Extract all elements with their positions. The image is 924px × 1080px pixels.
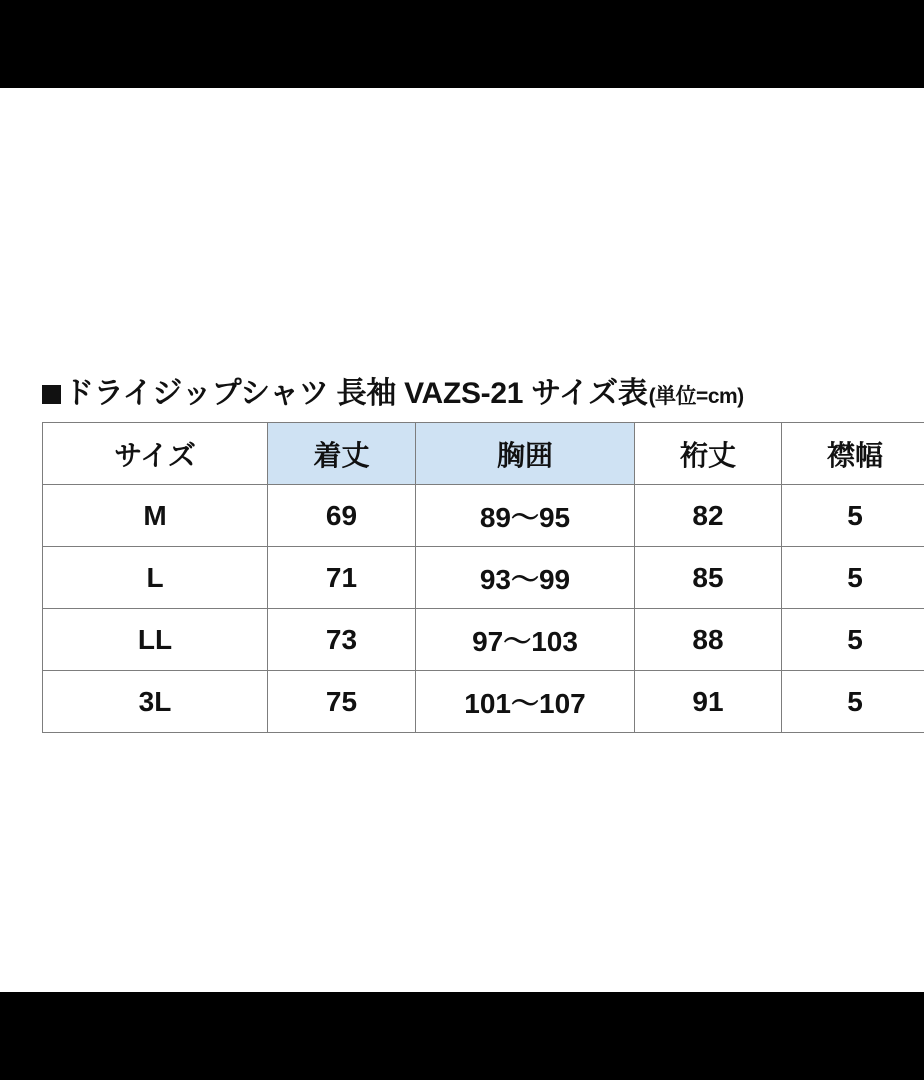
- cell-chest: 89〜95: [416, 485, 635, 547]
- column-header-sleeve: 裄丈: [635, 423, 782, 485]
- table-header-row: [43, 423, 924, 485]
- cell-sleeve: 88: [635, 609, 782, 671]
- cell-length: 69: [268, 485, 416, 547]
- black-square-bullet-icon: [42, 385, 61, 404]
- cell-sleeve: 91: [635, 671, 782, 733]
- column-header-length: 着丈: [268, 423, 416, 485]
- letterbox-bottom-bar: [0, 992, 924, 1080]
- cell-length: 71: [268, 547, 416, 609]
- column-header-chest: 胸囲: [416, 423, 635, 485]
- cell-sleeve: 82: [635, 485, 782, 547]
- cell-size: 3L: [43, 671, 268, 733]
- cell-size: LL: [43, 609, 268, 671]
- table-row: [43, 671, 924, 733]
- cell-collar-width: 5: [782, 671, 924, 733]
- table-row: [43, 609, 924, 671]
- cell-chest: 101〜107: [416, 671, 635, 733]
- size-table: [42, 422, 924, 733]
- document-page: [0, 88, 924, 992]
- unit-note: (単位=cm): [648, 385, 744, 408]
- letterbox-top-bar: [0, 0, 924, 88]
- chart-title-row: [42, 368, 882, 412]
- cell-size: L: [43, 547, 268, 609]
- column-header-size: サイズ: [43, 423, 268, 485]
- table-row: [43, 485, 924, 547]
- cell-chest: 93〜99: [416, 547, 635, 609]
- table-row: [43, 547, 924, 609]
- cell-chest: 97〜103: [416, 609, 635, 671]
- column-header-collar-width: 襟幅: [782, 423, 924, 485]
- page-title: ドライジップシャツ 長袖 VAZS-21 サイズ表: [64, 377, 648, 410]
- size-chart-block: [42, 368, 882, 733]
- cell-collar-width: 5: [782, 609, 924, 671]
- cell-size: M: [43, 485, 268, 547]
- cell-length: 73: [268, 609, 416, 671]
- cell-collar-width: 5: [782, 547, 924, 609]
- cell-sleeve: 85: [635, 547, 782, 609]
- cell-collar-width: 5: [782, 485, 924, 547]
- cell-length: 75: [268, 671, 416, 733]
